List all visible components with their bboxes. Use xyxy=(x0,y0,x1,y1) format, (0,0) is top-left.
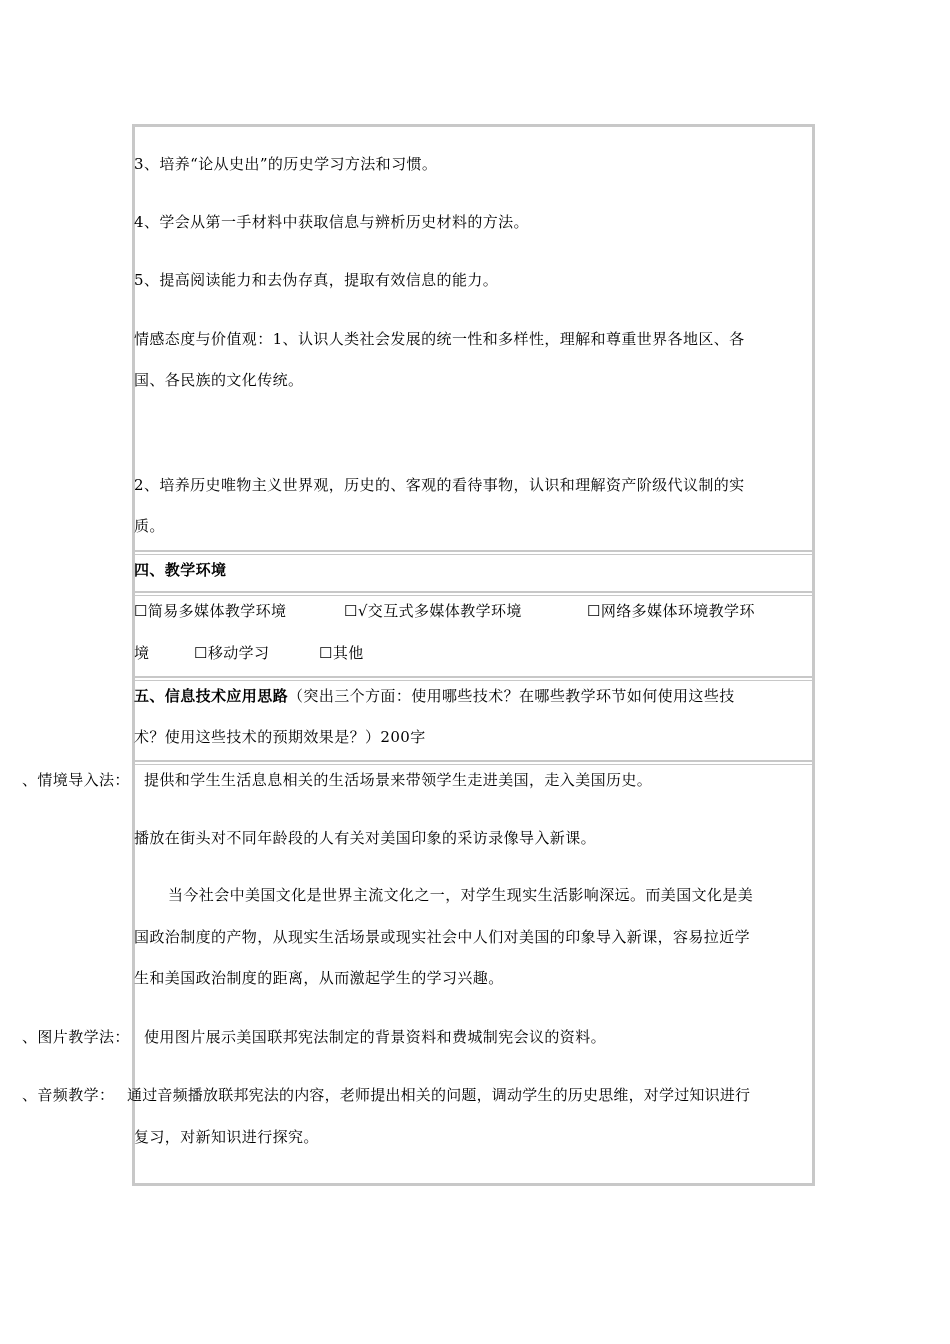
emotion-objective-2-line: 2、培养历史唯物主义世界观，历史的、客观的看待事物，认识和理解资产阶级代议制的实 xyxy=(134,476,745,494)
it-plan-note-line-2: 术？使用这些技术的预期效果是？）200字 xyxy=(134,728,426,746)
objective-item-4: 4、学会从第一手材料中获取信息与辨析历史材料的方法。 xyxy=(134,213,529,231)
section-divider xyxy=(132,760,815,765)
environment-option-mobile: ☐移动学习 xyxy=(194,644,270,662)
objective-item-5: 5、提高阅读能力和去伪存真，提取有效信息的能力。 xyxy=(134,271,499,289)
section-divider xyxy=(132,591,815,596)
environment-option-interactive: ☐√交互式多媒体教学环境 xyxy=(344,602,522,620)
it-plan-note: （突出三个方面：使用哪些技术？在哪些教学环节如何使用这些技 xyxy=(288,687,735,705)
method-1-paragraph: 生和美国政治制度的距离，从而激起学生的学习兴趣。 xyxy=(134,969,504,987)
environment-heading: 四、教学环境 xyxy=(134,561,227,579)
method-1-paragraph: 当今社会中美国文化是世界主流文化之一，对学生现实生活影响深远。而美国文化是美 xyxy=(168,886,754,904)
emotion-objective-line: 情感态度与价值观：1、认识人类社会发展的统一性和多样性，理解和尊重世界各地区、各 xyxy=(134,330,745,348)
environment-option-simple: ☐简易多媒体教学环境 xyxy=(134,602,287,620)
environment-option-other: ☐其他 xyxy=(319,644,364,662)
emotion-objective-line: 国、各民族的文化传统。 xyxy=(134,371,304,389)
method-2-text: 使用图片展示美国联邦宪法制定的背景资料和费城制宪会议的资料。 xyxy=(144,1028,607,1046)
section-divider xyxy=(132,676,815,681)
objective-item-3: 3、培养“论从史出”的历史学习方法和习惯。 xyxy=(134,155,438,173)
environment-option-network-cont: 境 xyxy=(134,644,150,662)
it-plan-heading: 五、信息技术应用思路 xyxy=(134,687,289,705)
method-3-text-line-2: 复习，对新知识进行探究。 xyxy=(134,1128,319,1146)
method-1-text: 提供和学生生活息息相关的生活场景来带领学生走进美国，走入美国历史。 xyxy=(144,771,653,789)
method-3-text: 通过音频播放联邦宪法的内容，老师提出相关的问题，调动学生的历史思维，对学过知识进行 xyxy=(127,1086,751,1104)
environment-option-network: ☐网络多媒体环境教学环 xyxy=(587,602,755,620)
section-divider xyxy=(132,550,815,555)
emotion-objective-2-line: 质。 xyxy=(134,517,165,535)
it-plan-line-1 xyxy=(134,686,735,706)
method-1-detail: 播放在街头对不同年龄段的人有关对美国印象的采访录像导入新课。 xyxy=(134,829,597,847)
method-3-label: 、音频教学： xyxy=(22,1086,115,1104)
method-2-label: 、图片教学法： xyxy=(22,1028,130,1046)
method-1-label: 、情境导入法： xyxy=(22,771,130,789)
method-1-paragraph: 国政治制度的产物，从现实生活场景或现实社会中人们对美国的印象导入新课，容易拉近学 xyxy=(134,928,751,946)
